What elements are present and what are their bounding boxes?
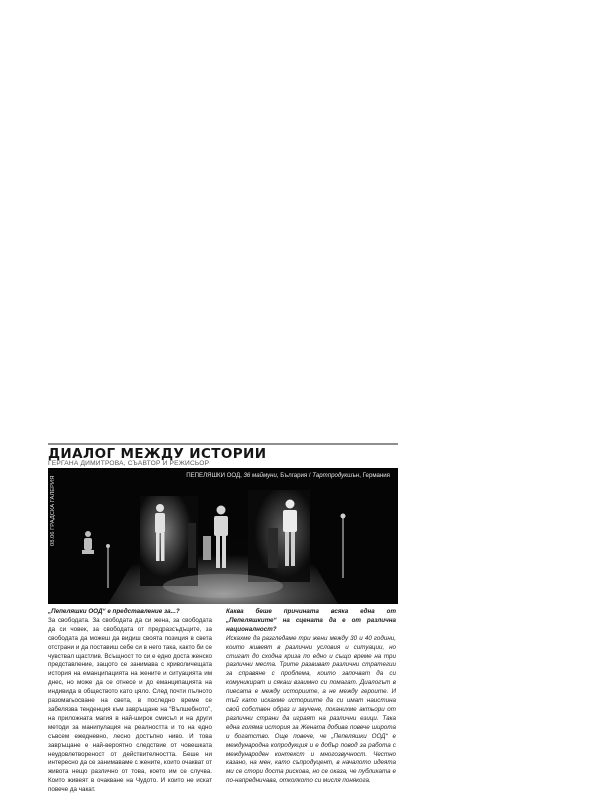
answer-1: За свободата. За свободата да си жена, за свободата да си човек, за свободата от предразсъдъците, за свободата да можеш да видиш своята позиция в света отстрани и да поставиш себе си в него така, както би се чувствал щастлив. Всъщност то си е едно доста женско представление, защото се занимава с криволичещата история на еманципацията на жените и ситуацията им днес, но може да се отнесе и до еманципацията на индивида в обществото като цяло. След почти пълното разомагьосване на света, в последно време се забелязва тенденция към завръщане на “Вълшебното”, на приложната магия в най-широк смисъл и на други методи за манипулация на реалността и то на едно съвсем ежедневно, лесно достъпно ниво. И това завръщане е най-вероятно следствие от човешката неудовлетвореност от действителността. Беше ни интересно да се занимаваме с жените, които очакват от живота нещо различно от това, което им се случва. Които живеят в очакване на Чудото. И които не искат повече да чакат. [48,616,212,794]
interview-column-left [48,608,212,795]
stage-photo-image [48,468,398,604]
question-1: „Пепеляшки ООД“ е представление за...? [48,608,180,615]
answer-2: Искахме да разгледаме три жени между 30 и 40 години, които живеят в различни условия и ситуации, но стигат до сходна криза по едно и също време на три различни места. Трите развиват различни стратегии за справяне с проблема, които започват да си комуникират и сякаш взаимно си помагат. Диалогът в пиесата е между историите, а не между героите. И тъй като искахме историите да си имат наистина свой собствен образ и звучене, поканихме актьори от различни страни да играят на различни езици. Така една голяма история за Жената добива повече широта и богатство. Още повече, че „Пепеляшки ООД“ е международна копродукция и е добър повод за работа с международен контекст и многозвучност. Честно казано, на мен, като съпродуцент, в началото идеята ми се стори доста рисковa, но се оказа, че публиката е по-напредничава, отколкото си мисля понякога. [226,634,396,785]
question-2: Каква беше причината всяка една от „Пепеляшките“ на сцената да е от различна националност? [226,608,396,633]
stage-photo [48,468,398,604]
title-rule [48,443,398,445]
article-title: ДИАЛОГ МЕЖДУ ИСТОРИИ [48,446,267,462]
article-subtitle: ГЕРГАНА ДИМИТРОВА, СЪАВТОР И РЕЖИСЬОР [48,460,210,467]
photo-side-label: 08.06 ГРАДСКА ГАЛЕРИЯ [50,475,56,546]
photo-caption: ПЕПЕЛЯШКИ ООД, 36 маймуни, България / Тартпродукшън, Германия [186,472,390,479]
interview-column-right [226,608,396,786]
